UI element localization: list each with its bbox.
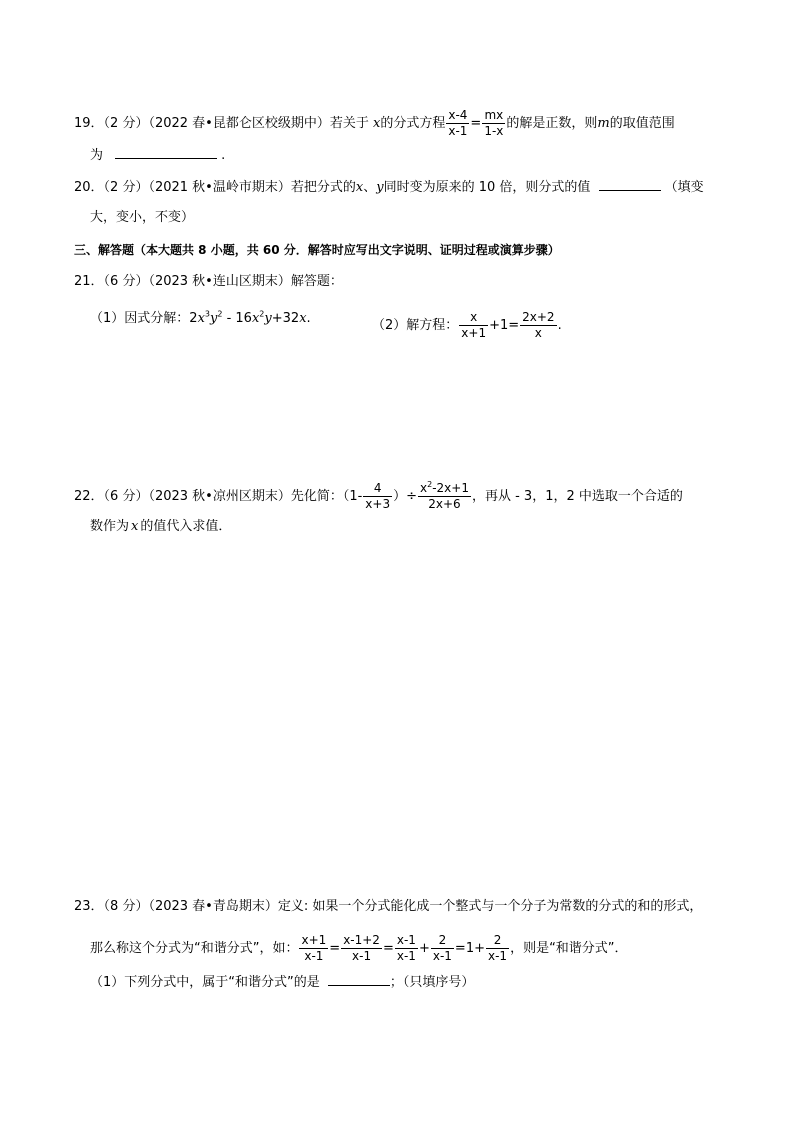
q23-equals-3: =1+	[454, 941, 485, 956]
q19-equals: =	[470, 116, 482, 131]
q21-p1-var-y2: y	[264, 311, 272, 326]
q23-p1-prefix: （1）下列分式中，属于“和谐分式”的是	[90, 975, 320, 990]
q23-line1	[74, 898, 702, 916]
q22-f1-numerator: 4	[363, 481, 392, 497]
q21-p2-fraction-2	[520, 310, 556, 341]
q22-f2-numerator	[418, 481, 471, 497]
q23-f5-numerator: 2	[486, 933, 509, 949]
q20-mid: 同时变为原来的 10 倍，则分式的值	[383, 180, 591, 195]
q21-p2-f2-numerator: 2x+2	[522, 310, 555, 324]
q19-line2-end: .	[221, 148, 226, 163]
q21-p2-f1-numerator: x	[459, 310, 488, 326]
q23-p1-suffix: ；（只填序号）	[389, 975, 475, 990]
q22-f2-num-a: x	[420, 481, 428, 495]
q20-var-y: y	[376, 180, 384, 195]
q22-divide: ）÷	[393, 489, 417, 504]
q23-f2-numerator: x-1+2	[343, 933, 380, 947]
q19-f2-numerator: mx	[482, 108, 505, 124]
section3-title-text: 三、解答题（本大题共 8 小题，共 60 分．解答时应写出文字说明、证明过程或演算步骤）	[74, 243, 560, 257]
q23-plus-1: +	[418, 941, 430, 956]
q21-p2-fraction-1	[459, 310, 488, 341]
q19-line1	[74, 108, 675, 139]
q23-line2	[90, 933, 628, 964]
q19-var-x: x	[372, 116, 381, 131]
q23-f2-denominator: x-1	[352, 949, 372, 963]
q22-f2-num-exp: 2	[427, 480, 433, 489]
q19-f2-denominator: 1-x	[484, 124, 504, 138]
q19-line2	[90, 146, 225, 165]
q21-p1-coef1: 2	[189, 311, 198, 326]
q21-part2	[372, 310, 562, 341]
q23-f1-denominator: x-1	[304, 949, 324, 963]
q21-p1-exp3: 2	[259, 309, 265, 319]
q23-f4-numerator: 2	[431, 933, 454, 949]
q22-f1-denominator: x+3	[365, 497, 391, 511]
q23-fraction-1	[299, 933, 328, 964]
q23-equals-2: =	[382, 941, 394, 956]
q20-sep: 、	[363, 180, 377, 195]
q22-line2-a: 数作为	[90, 519, 130, 534]
q22-line2	[90, 518, 231, 536]
q22-line2-var: x	[131, 519, 139, 534]
q21-p1-var-x1: x	[197, 311, 205, 326]
q21-p1-var-x3: x	[299, 311, 307, 326]
q22-fraction-1	[363, 481, 392, 512]
q23-line2-suffix: ，则是“和谐分式”．	[510, 941, 628, 956]
q21-part1	[90, 310, 311, 328]
q23-f3-denominator: x-1	[396, 949, 416, 963]
q22-line1	[74, 481, 683, 512]
q21-p1-label: （1）因式分解：	[90, 311, 190, 326]
q23-fraction-2	[341, 933, 382, 964]
q21-p1-exp2: 2	[217, 309, 223, 319]
q20-line2-text: 大，变小，不变）	[90, 210, 195, 225]
q20-line2	[90, 209, 194, 227]
q22-suffix: ，再从 - 3，1，2 中选取一个合适的	[471, 489, 683, 504]
q23-fraction-3	[395, 933, 418, 964]
q19-answer-blank[interactable]	[115, 146, 217, 159]
section3-title	[74, 241, 560, 259]
q23-f4-denominator: x-1	[432, 949, 452, 963]
q23-equals-1: =	[329, 941, 341, 956]
q20-line1	[74, 178, 704, 197]
q19-fraction-2	[482, 108, 505, 139]
q23-fraction-5	[486, 933, 509, 964]
q23-line2-prefix: 那么称这个分式为“和谐分式”，如：	[90, 941, 299, 956]
q19-line2-prefix: 为	[90, 148, 104, 163]
q19-mid: 的分式方程	[380, 116, 446, 131]
q23-f1-numerator: x+1	[301, 933, 327, 947]
q21-p1-exp1: 3	[204, 309, 210, 319]
q22-line2-b: 的值代入求值．	[140, 519, 232, 534]
q19-f1-denominator: x-1	[448, 124, 468, 138]
q21-p1-var-y1: y	[210, 311, 218, 326]
q21-p2-label: （2）解方程：	[372, 318, 459, 333]
q23-part1	[90, 973, 474, 992]
q23-fraction-4	[431, 933, 454, 964]
q21-p1-coef3: +32	[271, 311, 300, 326]
q21-header	[74, 273, 343, 291]
q20-var-x: x	[355, 180, 364, 195]
q19-f1-numerator: x-4	[448, 108, 468, 122]
q23-f5-denominator: x-1	[487, 949, 508, 963]
q19-suffix2: 的取值范围	[609, 116, 675, 131]
q22-fraction-2	[418, 481, 471, 512]
q23-p1-answer-blank[interactable]	[328, 973, 390, 986]
q19-prefix: 19．（2 分）（2022 春•昆都仑区校级期中）若关于	[74, 116, 369, 131]
q22-f2-num-b: -2x+1	[432, 481, 469, 495]
q21-p1-end: .	[306, 311, 311, 326]
q21-p2-f1-denominator: x+1	[461, 326, 487, 340]
q21-p2-f2-denominator: x	[534, 326, 542, 340]
q21-p2-end: .	[557, 318, 562, 333]
q21-p2-plus: +1=	[489, 318, 520, 333]
q20-prefix: 20．（2 分）（2021 秋•温岭市期末）若把分式的	[74, 180, 356, 195]
q20-suffix: （填变	[664, 180, 704, 195]
q19-fraction-1	[446, 108, 469, 139]
q21-header-text: 21．（6 分）（2023 秋•连山区期末）解答题：	[74, 274, 343, 289]
q23-line1-text: 23．（8 分）（2023 春•青岛期末）定义: 如果一个分式能化成一个整式与一个分子为常数的分式的和的形式，	[74, 899, 703, 914]
q22-f2-denominator: 2x+6	[428, 497, 461, 511]
q23-f3-numerator: x-1	[396, 933, 416, 947]
q19-var-m: m	[597, 116, 610, 131]
q20-answer-blank[interactable]	[599, 178, 661, 191]
q21-p1-coef2: - 16	[222, 311, 252, 326]
q21-p1-var-x2: x	[251, 311, 260, 326]
q22-prefix: 22．（6 分）（2023 秋•凉州区期末）先化简：（1-	[74, 489, 363, 504]
q19-suffix: 的解是正数，则	[506, 116, 598, 131]
